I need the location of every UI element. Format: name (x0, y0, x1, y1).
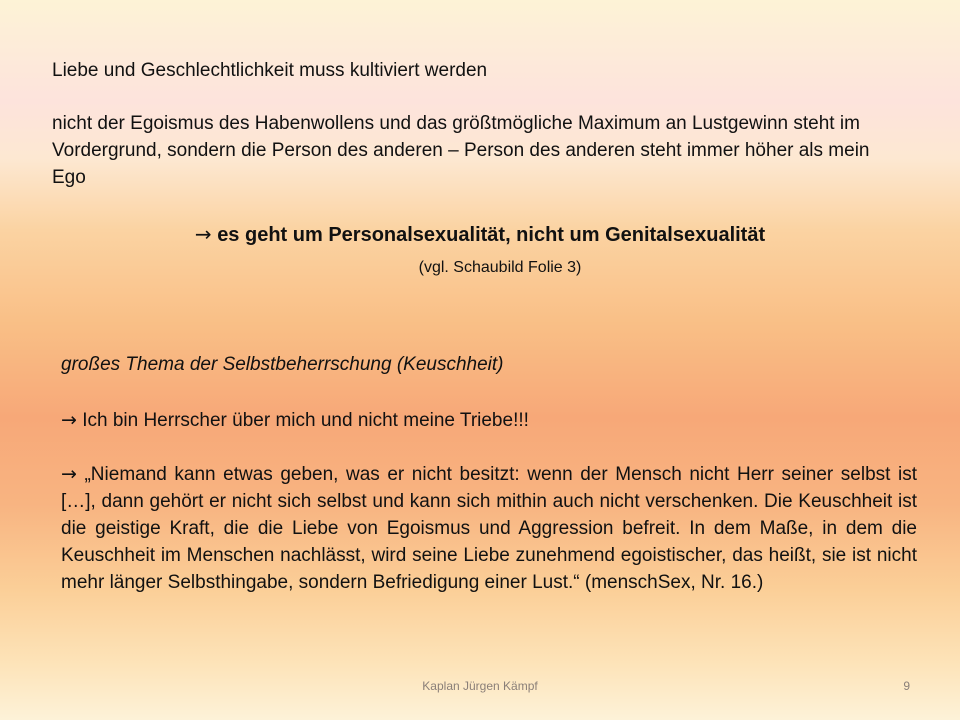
arrow-right-icon: → (61, 409, 77, 431)
arrow-right-icon: → (194, 222, 212, 246)
quote-text: „Niemand kann etwas geben, was er nicht besitzt: wenn der Mensch nicht Herr seiner selbst ist […], dann gehört er nicht sich selbst und kann sich mithin auch nicht verschenken. Die Keuschheit ist die geistige Kraft, die die Liebe von Egoismus und Aggression befreit. In dem Maße, in dem die Keuschheit im Menschen nachlässt, wird seine Liebe zunehmend egoistischer, das heißt, sie ist nicht mehr länger Selbsthingabe, sondern Befriedigung einer Lust.“ (menschSex, Nr. 16.) (61, 464, 918, 593)
intro-paragraph: nicht der Egoismus des Habenwollens und das größtmögliche Maximum an Lustgewinn steht im Vordergrund, sondern die Person des anderen – Person des anderen steht immer höher als mein Ego (52, 113, 870, 188)
reference-note: (vgl. Schaubild Folie 3) (418, 259, 582, 276)
arrow-right-icon: → (61, 463, 77, 485)
statement-text: Ich bin Herrscher über mich und nicht meine Triebe!!! (82, 410, 529, 431)
key-statement (0, 222, 960, 247)
key-statement-text: es geht um Personalsexualität, nicht um Genitalsexualität (217, 224, 766, 246)
page-number: 9 (903, 679, 910, 693)
statement-self-control (61, 409, 529, 432)
topic-heading: großes Thema der Selbstbeherrschung (Keuschheit) (61, 354, 504, 375)
heading-line: Liebe und Geschlechtlichkeit muss kultiviert werden (52, 60, 488, 81)
quote-block (61, 461, 917, 596)
footer-author: Kaplan Jürgen Kämpf (422, 679, 538, 693)
